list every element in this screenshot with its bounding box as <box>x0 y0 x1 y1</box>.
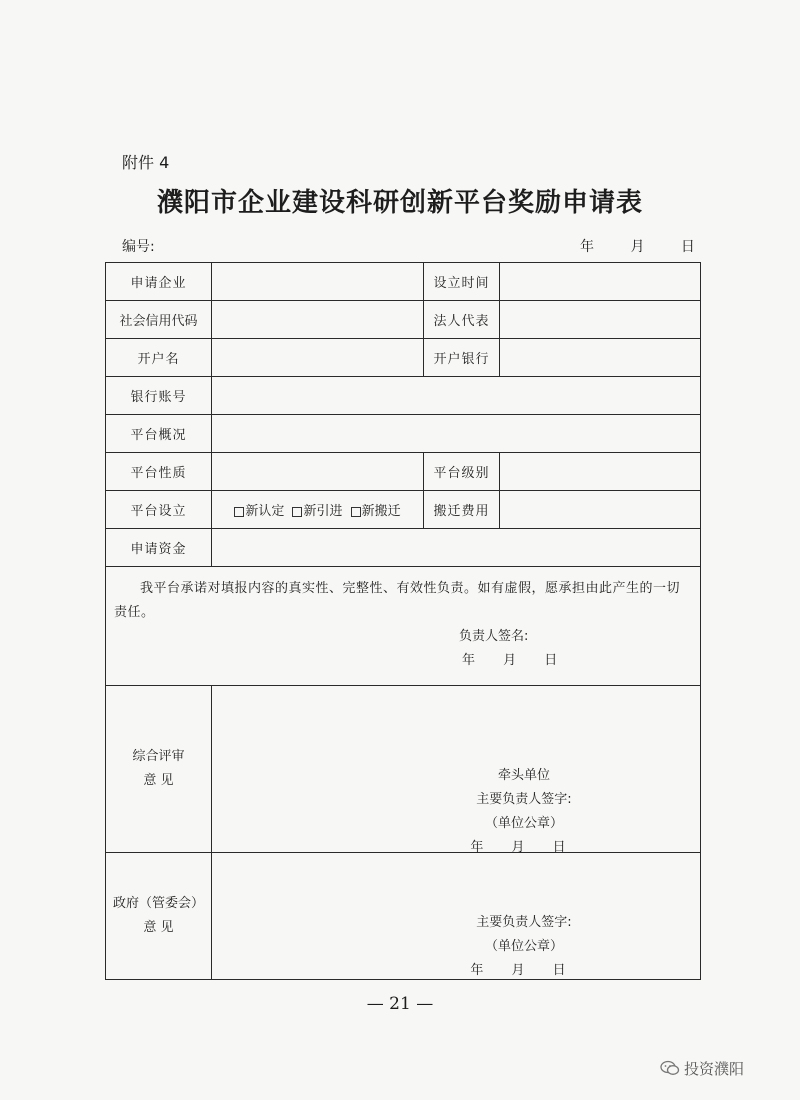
legal-rep-label: 法人代表 <box>424 301 500 339</box>
legal-rep-field[interactable] <box>500 301 701 339</box>
account-no-label: 银行账号 <box>106 377 212 415</box>
apply-funds-label: 申请资金 <box>106 529 212 567</box>
gov-label-1: 政府（管委会） <box>112 896 204 911</box>
credit-code-label: 社会信用代码 <box>106 301 212 339</box>
applicant-company-label: 申请企业 <box>106 263 212 301</box>
page-title: 濮阳市企业建设科研创新平台奖励申请表 <box>156 188 643 218</box>
platform-setup-options <box>212 491 424 529</box>
platform-overview-label: 平台概况 <box>106 415 212 453</box>
checkbox-icon[interactable] <box>351 507 361 517</box>
gov-date: 年 月 日 <box>470 963 578 978</box>
review-date: 年 月 日 <box>470 840 578 855</box>
main-person-sign-label: 主要负责人签字: <box>476 792 572 807</box>
account-name-field[interactable] <box>212 339 424 377</box>
platform-nature-label: 平台性质 <box>106 453 212 491</box>
relocation-cost-field[interactable] <box>500 491 701 529</box>
signature-label: 负责人签名: <box>459 629 529 644</box>
option-new-relocated[interactable]: 新搬迁 <box>351 504 401 519</box>
bank-label: 开户银行 <box>424 339 500 377</box>
number-label: 编号: <box>122 239 155 255</box>
page-number: — 21 — <box>366 994 434 1014</box>
watermark <box>660 1058 744 1080</box>
established-time-label: 设立时间 <box>424 263 500 301</box>
platform-level-label: 平台级别 <box>424 453 500 491</box>
sign-date: 年 月 日 <box>462 653 570 668</box>
account-name-label: 开户名 <box>106 339 212 377</box>
platform-nature-field[interactable] <box>212 453 424 491</box>
platform-setup-label: 平台设立 <box>106 491 212 529</box>
bank-field[interactable] <box>500 339 701 377</box>
account-no-field[interactable] <box>212 377 701 415</box>
watermark-text: 投资濮阳 <box>684 1060 745 1078</box>
wechat-icon <box>660 1060 680 1080</box>
review-label-2: 意 见 <box>143 773 174 788</box>
commitment-section <box>106 567 701 686</box>
review-label-1: 综合评审 <box>132 749 185 764</box>
date-label: 年 月 日 <box>580 239 711 255</box>
application-form <box>105 262 701 980</box>
commitment-text: 我平台承诺对填报内容的真实性、完整性、有效性负责。如有虚假，愿承担由此产生的一切责任。 <box>114 581 681 620</box>
lead-unit-label: 牵头单位 <box>497 768 550 783</box>
gov-main-person-sign-label: 主要负责人签字: <box>476 915 572 930</box>
option-new-introduced[interactable]: 新引进 <box>292 504 342 519</box>
attachment-label: 附件 4 <box>122 153 170 172</box>
checkbox-icon[interactable] <box>292 507 302 517</box>
gov-label-cell <box>106 853 212 980</box>
credit-code-field[interactable] <box>212 301 424 339</box>
applicant-company-field[interactable] <box>212 263 424 301</box>
apply-funds-field[interactable] <box>212 529 701 567</box>
review-label-cell <box>106 686 212 853</box>
option-new-certified[interactable]: 新认定 <box>234 504 284 519</box>
established-time-field[interactable] <box>500 263 701 301</box>
review-opinion-area[interactable] <box>212 686 701 853</box>
gov-opinion-area[interactable] <box>212 853 701 980</box>
unit-seal-label: （单位公章） <box>484 816 563 831</box>
gov-label-2: 意 见 <box>143 920 174 935</box>
platform-overview-field[interactable] <box>212 415 701 453</box>
platform-level-field[interactable] <box>500 453 701 491</box>
relocation-cost-label: 搬迁费用 <box>424 491 500 529</box>
checkbox-icon[interactable] <box>234 507 244 517</box>
gov-unit-seal-label: （单位公章） <box>484 939 563 954</box>
